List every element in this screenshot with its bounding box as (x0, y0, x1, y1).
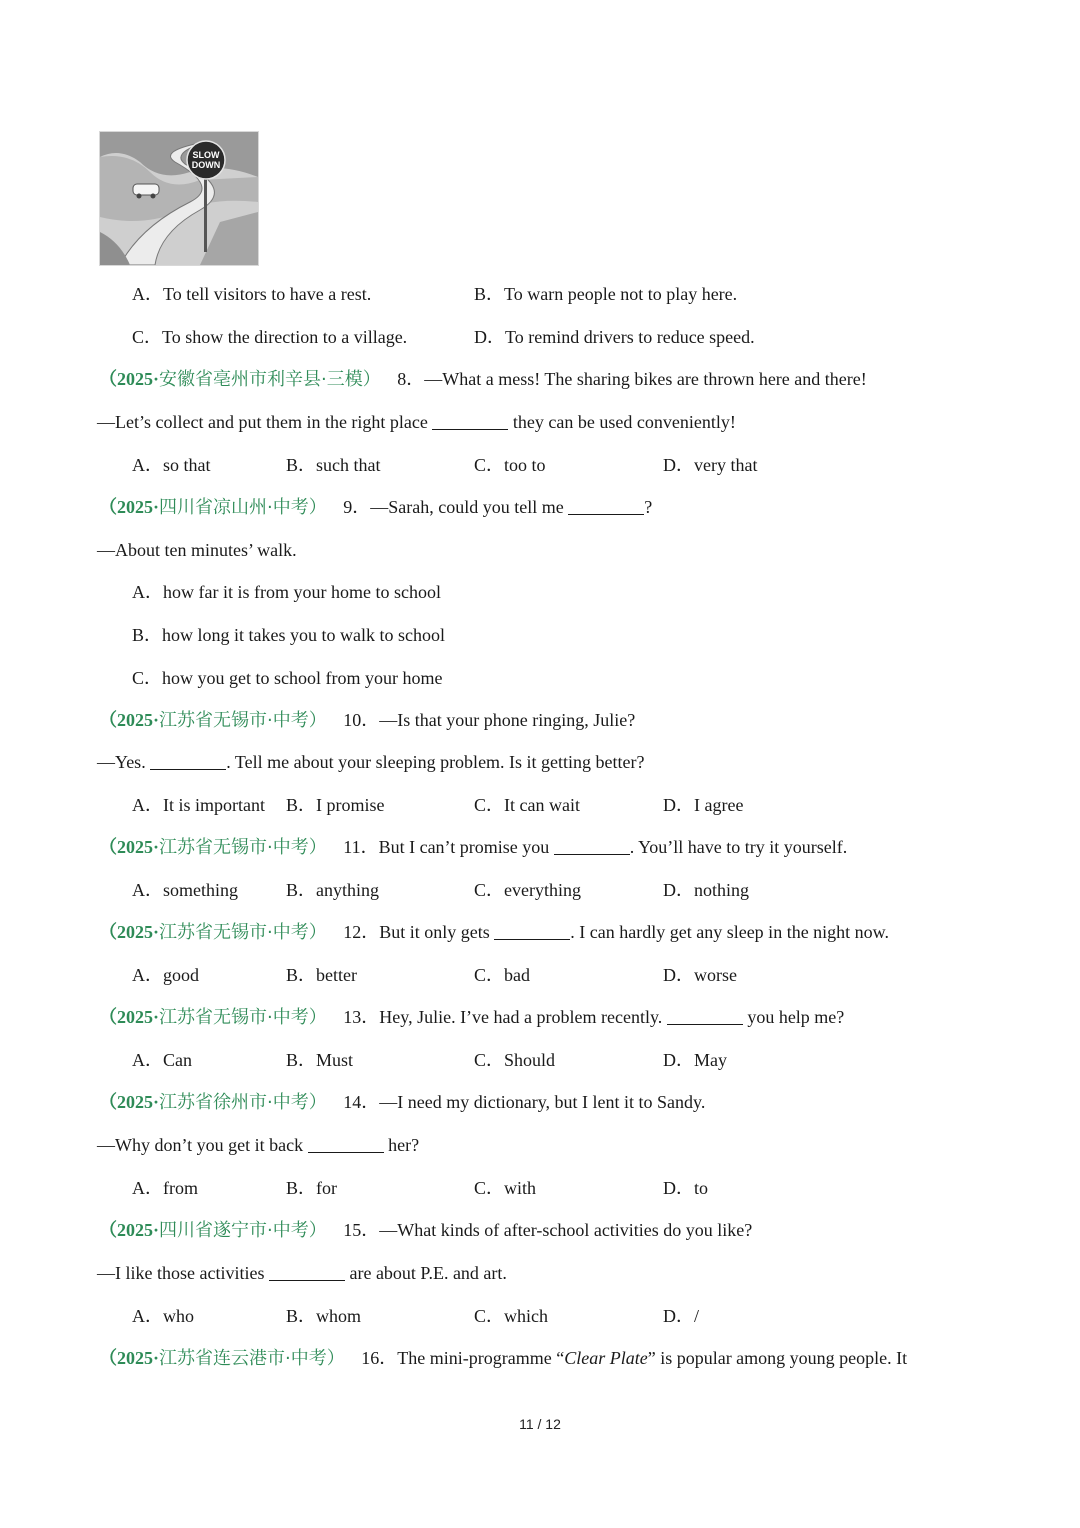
q9-option-b: B．how long it takes you to walk to school (132, 625, 445, 645)
answer-blank (568, 496, 644, 515)
q14-source: （2025·江苏省徐州市·中考） (99, 1092, 327, 1113)
q7-option-b: B．To warn people not to play here. (474, 284, 738, 304)
q8-response: —Let’s collect and put them in the right place they can be used conveniently! (97, 412, 736, 432)
q16-stem: （2025·江苏省连云港市·中考） 16．The mini-programme “Clear Plate” is popular among young people. It (99, 1348, 908, 1369)
answer-blank (554, 836, 630, 855)
q14-stem: （2025·江苏省徐州市·中考） 14．—I need my dictionary, but I lent it to Sandy. (99, 1092, 706, 1113)
q12-source: （2025·江苏省无锡市·中考） (99, 922, 327, 943)
q12-option-c: C．bad (474, 965, 530, 985)
q12-stem: （2025·江苏省无锡市·中考） 12．But it only gets . I can hardly get any sleep in the night now. (99, 922, 890, 943)
q16-source: （2025·江苏省连云港市·中考） (99, 1348, 345, 1369)
answer-blank (150, 751, 226, 770)
q10-source: （2025·江苏省无锡市·中考） (99, 710, 327, 731)
q14-option-b: B．for (286, 1178, 337, 1198)
q11-stem: （2025·江苏省无锡市·中考） 11．But I can’t promise you . You’ll have to try it yourself. (99, 837, 848, 858)
q10-response: —Yes. . Tell me about your sleeping problem. Is it getting better? (97, 752, 645, 772)
q14-response: —Why don’t you get it back her? (97, 1135, 420, 1155)
q7-option-c: C．To show the direction to a village. (132, 327, 408, 347)
answer-blank (432, 411, 508, 430)
page-number: 11 / 12 (519, 1416, 561, 1432)
answer-blank (667, 1006, 743, 1025)
answer-blank (494, 921, 570, 940)
q12-option-b: B．better (286, 965, 357, 985)
q9-option-a: A．how far it is from your home to school (132, 582, 441, 602)
q13-source: （2025·江苏省无锡市·中考） (99, 1007, 327, 1028)
q12-option-d: D．worse (663, 965, 737, 985)
q14-option-a: A．from (132, 1178, 198, 1198)
q13-option-a: A．Can (132, 1050, 192, 1070)
q8-source: （2025·安徽省亳州市利辛县·三模） (99, 369, 381, 390)
answer-blank (269, 1262, 345, 1281)
q15-option-b: B．whom (286, 1306, 362, 1326)
q14-option-d: D．to (663, 1178, 708, 1198)
q15-response: —I like those activities are about P.E. and art. (97, 1263, 507, 1283)
q8-option-a: A．so that (132, 455, 211, 475)
q15-stem: （2025·四川省遂宁市·中考） 15．—What kinds of after-school activities do you like? (99, 1220, 753, 1241)
q15-option-c: C．which (474, 1306, 548, 1326)
q15-option-a: A．who (132, 1306, 194, 1326)
q13-option-b: B．Must (286, 1050, 354, 1070)
q13-option-d: D．May (663, 1050, 727, 1070)
q14-option-c: C．with (474, 1178, 537, 1198)
q9-source: （2025·四川省凉山州·中考） (99, 497, 327, 518)
q11-source: （2025·江苏省无锡市·中考） (99, 837, 327, 858)
q10-option-d: D．I agree (663, 795, 744, 815)
q7-option-a: A．To tell visitors to have a rest. (132, 284, 372, 304)
slow-down-sign (187, 141, 225, 179)
q10-stem: （2025·江苏省无锡市·中考） 10．—Is that your phone ringing, Julie? (99, 710, 636, 731)
q8-option-b: B．such that (286, 455, 381, 475)
q15-option-d: D．/ (663, 1306, 699, 1326)
q8-option-d: D．very that (663, 455, 758, 475)
q11-option-c: C．everything (474, 880, 581, 900)
q13-option-c: C．Should (474, 1050, 556, 1070)
q11-option-d: D．nothing (663, 880, 750, 900)
q10-option-a: A．It is important (132, 795, 265, 815)
q9-option-c: C．how you get to school from your home (132, 668, 443, 688)
q10-option-c: C．It can wait (474, 795, 580, 815)
sign-text-line2: DOWN (191, 160, 221, 170)
q11-option-b: B．anything (286, 880, 379, 900)
q12-option-a: A．good (132, 965, 199, 985)
q8-option-c: C．too to (474, 455, 546, 475)
q8-question: 8．—What a mess! The sharing bikes are thrown here and there! (397, 369, 867, 389)
sign-text-line1: SLOW (192, 150, 220, 160)
q9-response: —About ten minutes’ walk. (97, 540, 297, 560)
answer-blank (308, 1134, 384, 1153)
q7-option-d: D．To remind drivers to reduce speed. (474, 327, 755, 347)
slow-down-sign-image (99, 131, 259, 266)
q8-stem (99, 366, 867, 393)
q15-source: （2025·四川省遂宁市·中考） (99, 1220, 327, 1241)
q13-stem: （2025·江苏省无锡市·中考） 13．Hey, Julie. I’ve had a problem recently. you help me? (99, 1007, 845, 1028)
q9-stem: （2025·四川省凉山州·中考） 9．—Sarah, could you tell me ? (99, 497, 653, 518)
q10-option-b: B．I promise (286, 795, 385, 815)
q11-option-a: A．something (132, 880, 238, 900)
